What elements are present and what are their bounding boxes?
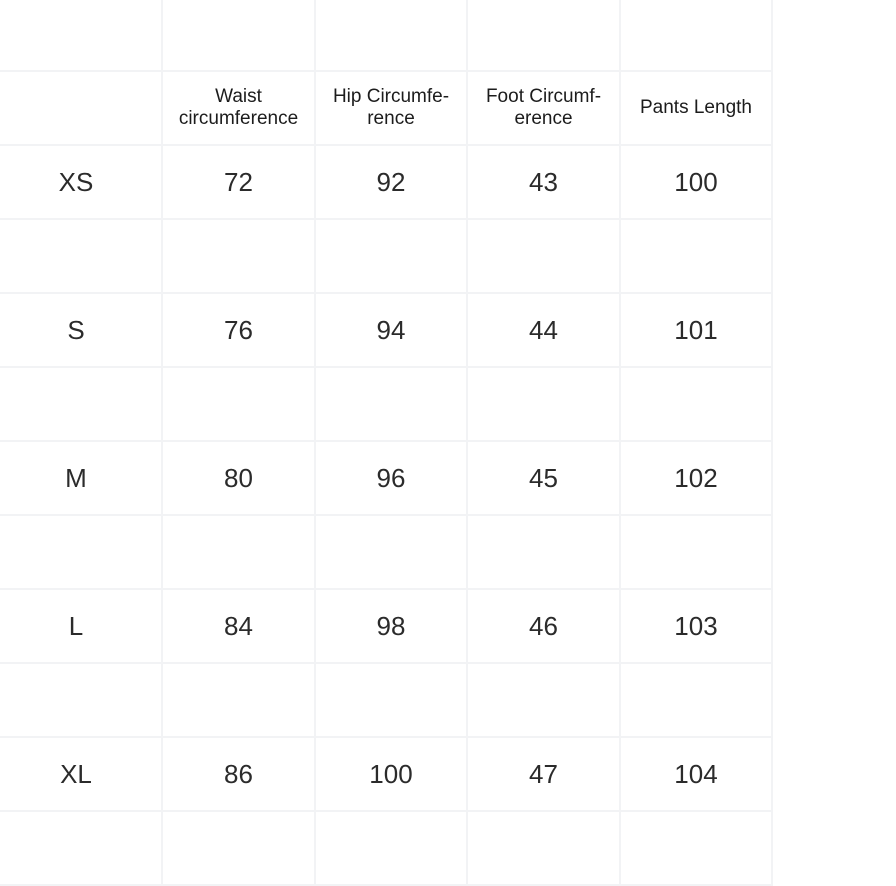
spacer-cell [162,811,315,885]
table-row [0,145,772,219]
cell-size: L [0,589,162,663]
spacer-cell [315,811,467,885]
spacer-cell [315,367,467,441]
cell-pants-length: 103 [620,589,772,663]
spacer-cell [620,219,772,293]
table-top-blank-row [0,0,772,71]
spacer-cell [467,367,620,441]
table-spacer-row [0,367,772,441]
table-row [0,589,772,663]
table-header-row [0,71,772,145]
cell-hip: 100 [315,737,467,811]
table-row [0,441,772,515]
cell-waist: 84 [162,589,315,663]
cell-foot: 46 [467,589,620,663]
cell-waist: 80 [162,441,315,515]
spacer-cell [0,811,162,885]
spacer-cell [620,811,772,885]
cell-foot: 43 [467,145,620,219]
spacer-cell [620,367,772,441]
header-cell-hip [315,71,467,145]
header-cell-pants-length [620,71,772,145]
header-label-pants-length: Pants Length [640,96,752,118]
cell-size: M [0,441,162,515]
table-spacer-row [0,811,772,885]
blank-cell [467,0,620,71]
cell-pants-length: 101 [620,293,772,367]
table-spacer-row [0,663,772,737]
cell-pants-length: 102 [620,441,772,515]
header-label-hip: Hip Circumfe-rence [332,85,450,129]
cell-waist: 72 [162,145,315,219]
table-row [0,737,772,811]
spacer-cell [315,663,467,737]
spacer-cell [620,663,772,737]
cell-size: XL [0,737,162,811]
blank-cell [315,0,467,71]
spacer-cell [315,515,467,589]
cell-size: S [0,293,162,367]
header-cell-foot [467,71,620,145]
cell-hip: 92 [315,145,467,219]
spacer-cell [0,663,162,737]
header-cell-waist [162,71,315,145]
spacer-cell [315,219,467,293]
spacer-cell [620,515,772,589]
header-label-foot: Foot Circumf-erence [485,85,602,129]
cell-hip: 94 [315,293,467,367]
table-row [0,293,772,367]
spacer-cell [0,515,162,589]
spacer-cell [162,367,315,441]
cell-size: XS [0,145,162,219]
blank-cell [162,0,315,71]
spacer-cell [0,219,162,293]
cell-pants-length: 104 [620,737,772,811]
cell-hip: 98 [315,589,467,663]
cell-pants-length: 100 [620,145,772,219]
spacer-cell [162,515,315,589]
cell-foot: 44 [467,293,620,367]
blank-cell [0,0,162,71]
header-label-waist: Waist circumference [178,85,299,129]
spacer-cell [162,663,315,737]
spacer-cell [467,219,620,293]
table-spacer-row [0,515,772,589]
spacer-cell [0,367,162,441]
cell-foot: 45 [467,441,620,515]
spacer-cell [467,811,620,885]
cell-waist: 86 [162,737,315,811]
cell-foot: 47 [467,737,620,811]
spacer-cell [162,219,315,293]
cell-waist: 76 [162,293,315,367]
cell-hip: 96 [315,441,467,515]
spacer-cell [467,515,620,589]
header-cell-size [0,71,162,145]
blank-cell [620,0,772,71]
table-spacer-row [0,219,772,293]
spacer-cell [467,663,620,737]
